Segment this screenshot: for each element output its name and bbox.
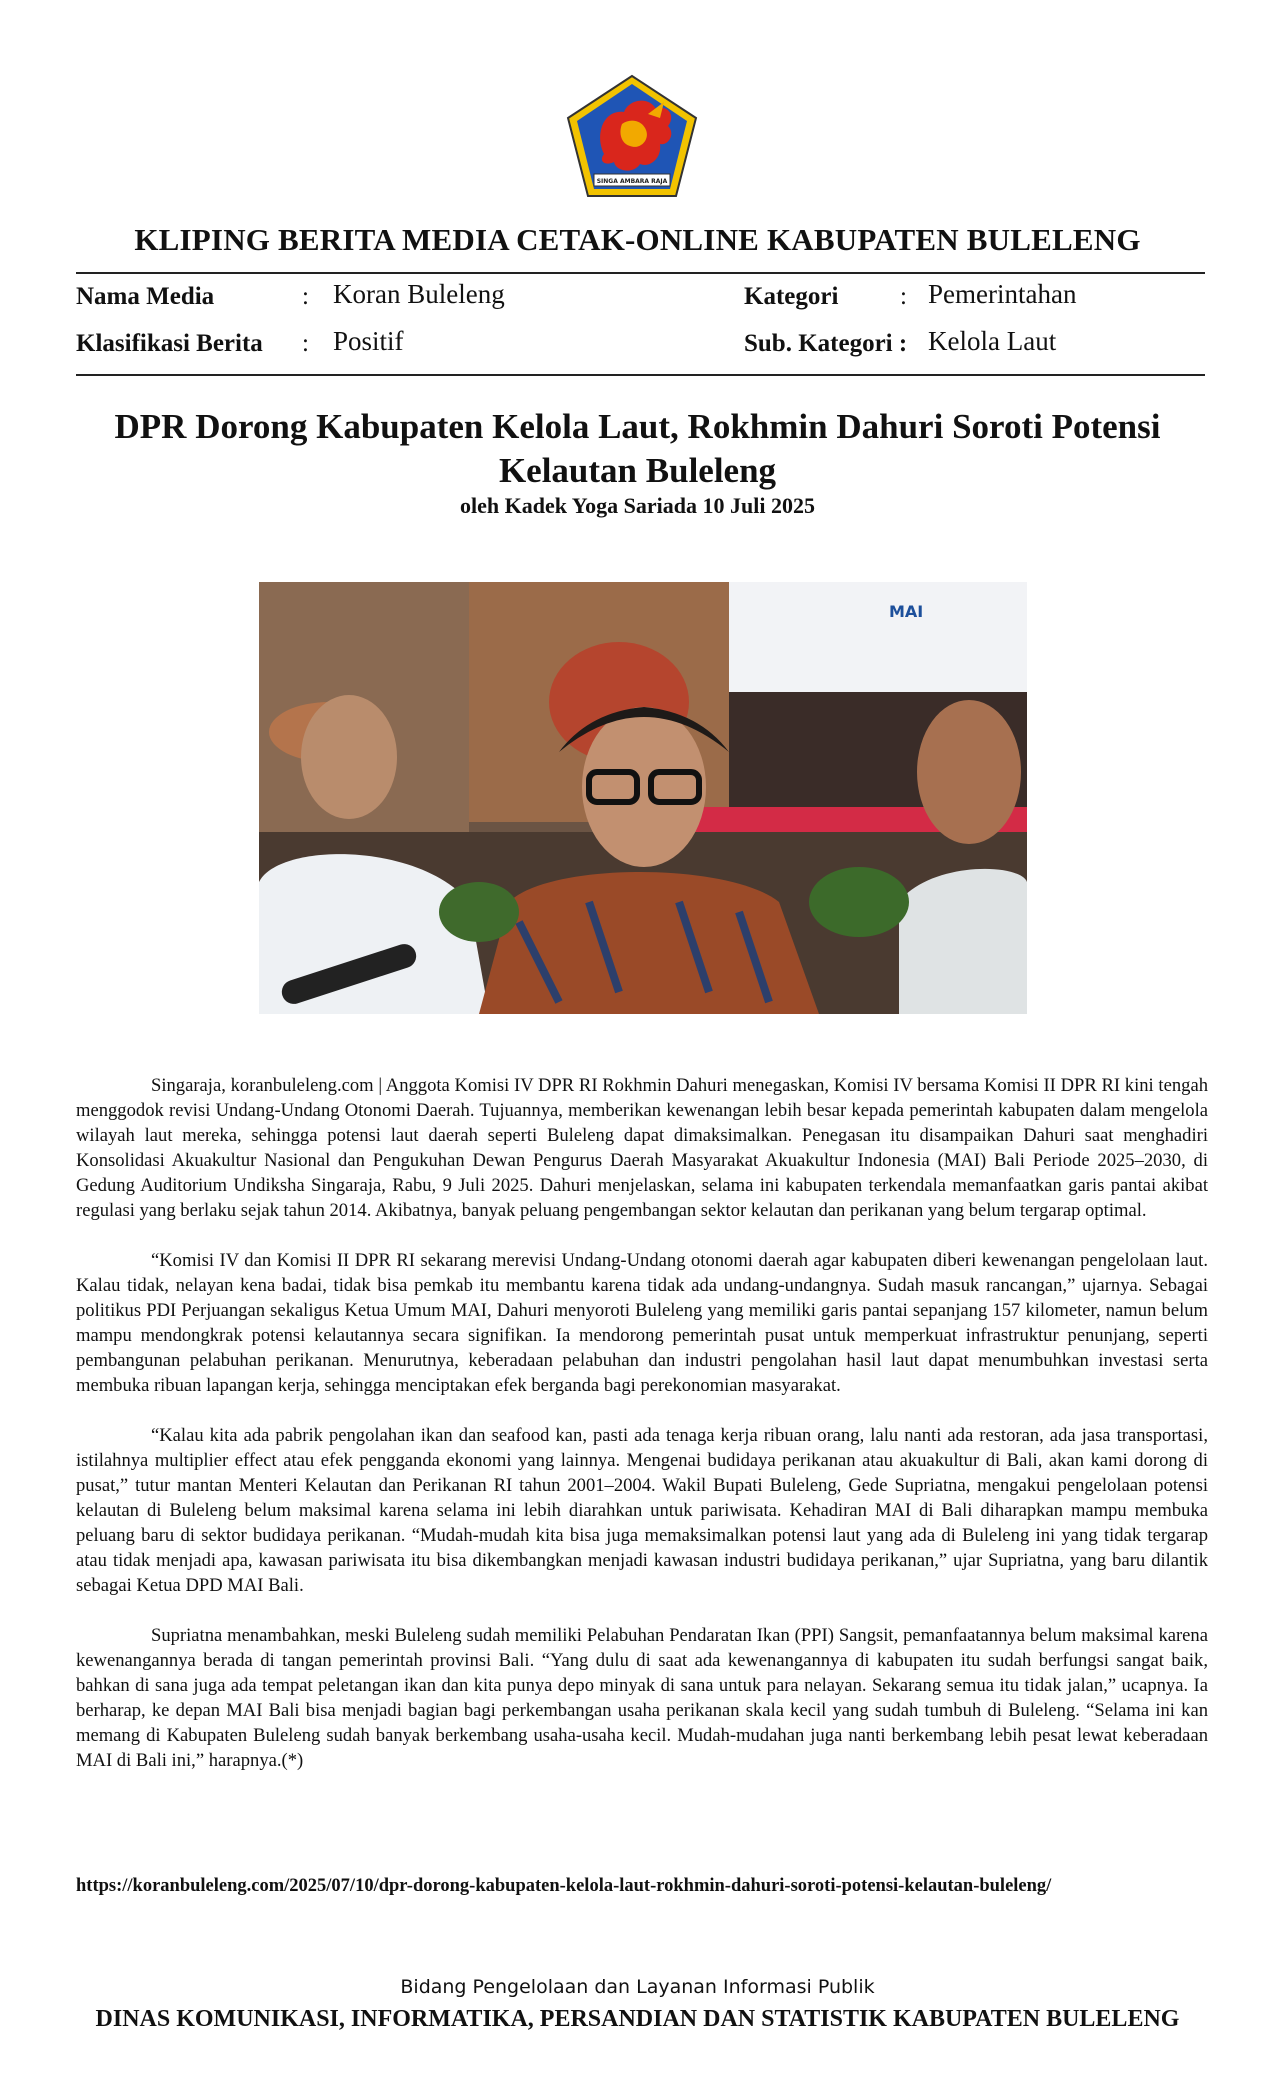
header-rule-top (76, 272, 1205, 274)
subcategory-label: Sub. Kategori : (744, 330, 908, 357)
classification-colon: : (302, 330, 309, 357)
classification-label: Klasifikasi Berita (76, 330, 263, 357)
footer-agency: DINAS KOMUNIKASI, INFORMATIKA, PERSANDIAN DAN STATISTIK KABUPATEN BULELENG (95, 2006, 1180, 2032)
source-url-link[interactable]: https://koranbuleleng.com/2025/07/10/dpr-dorong-kabupaten-kelola-laut-rokhmin-dahuri-soroti-potensi-kelautan-buleleng/ (76, 1876, 1052, 1896)
buleleng-regency-logo (564, 74, 700, 200)
logo-motto: SINGA AMBARA RAJA (596, 178, 668, 185)
news-photo (259, 582, 1027, 1014)
category-label: Kategori (744, 283, 839, 310)
category-colon: : (900, 283, 907, 310)
header-rule-bottom (76, 374, 1205, 376)
category-value: Pemerintahan (928, 279, 1077, 309)
article-byline: oleh Kadek Yoga Sariada 10 Juli 2025 (460, 493, 815, 518)
media-value: Koran Buleleng (333, 279, 505, 309)
article-paragraph-3: “Kalau kita ada pabrik pengolahan ikan dan seafood kan, pasti ada tenaga kerja ribuan orang, lalu nanti ada restoran, ada jasa transportasi, istilahnya multiplier effect atau efek pengganda ekonomi yang lainnya. Mengenai budidaya perikanan atau akuakultur di Bali, akan kami dorong di pusat,” tutur mantan Menteri Kelautan dan Perikanan RI tahun 2001–2004. Wakil Bupati Buleleng, Gede Supriatna, mengakui pengelolaan potensi kelautan di Buleleng belum maksimal karena selama ini lebih diarahkan untuk pariwisata. Kehadiran MAI di Bali diharapkan mampu membuka peluang baru di sektor budidaya perikanan. “Mudah-mudah kita bisa juga memaksimalkan potensi laut yang ada di Buleleng ini yang tidak tergarap atau tidak menjadi apa, kawasan pariwisata itu bisa dikembangkan menjadi kawasan industri budidaya perikanan,” ujar Supriatna, yang baru dilantik sebagai Ketua DPD MAI Bali. (76, 1425, 1208, 1596)
media-colon: : (302, 283, 309, 310)
document-title: KLIPING BERITA MEDIA CETAK-ONLINE KABUPATEN BULELENG (134, 222, 1141, 257)
media-label: Nama Media (76, 283, 215, 310)
classification-value: Positif (333, 326, 404, 356)
subcategory-value: Kelola Laut (928, 326, 1057, 356)
photo-screen-text: MAI (889, 602, 924, 621)
article-body (76, 1073, 1208, 1798)
article-paragraph-1: Singaraja, koranbuleleng.com | Anggota Komisi IV DPR RI Rokhmin Dahuri menegaskan, Komisi IV bersama Komisi II DPR RI kini tengah menggodok revisi Undang-Undang Otonomi Daerah. Tujuannya, memberikan kewenangan lebih besar kepada pemerintah kabupaten dalam mengelola wilayah laut mereka, sehingga potensi laut daerah seperti Buleleng dapat dimaksimalkan. Penegasan itu disampaikan Dahuri saat menghadiri Konsolidasi Akuakultur Nasional dan Pengukuhan Dewan Pengurus Daerah Masyarakat Akuakultur Indonesia (MAI) Bali Periode 2025–2030, di Gedung Auditorium Undiksha Singaraja, Rabu, 9 Juli 2025. Dahuri menjelaskan, selama ini kabupaten terkendala memanfaatkan garis pantai akibat regulasi yang berlaku sejak tahun 2014. Akibatnya, banyak peluang pengembangan sektor kelautan dan perikanan yang belum tergarap optimal. (76, 1075, 1208, 1221)
article-paragraph-2: “Komisi IV dan Komisi II DPR RI sekarang merevisi Undang-Undang otonomi daerah agar kabupaten diberi kewenangan pengelolaan laut. Kalau tidak, nelayan kena badai, tidak bisa pemkab itu membantu karena tidak ada undang-undangnya. Sudah masuk rancangan,” ujarnya. Sebagai politikus PDI Perjuangan sekaligus Ketua Umum MAI, Dahuri menyoroti Buleleng yang memiliki garis pantai sepanjang 157 kilometer, namun belum mampu mendongkrak potensi kelautannya secara signifikan. Ia mendorong pemerintah pusat untuk memperkuat infrastruktur penunjang, seperti pembangunan pelabuhan perikanan. Menurutnya, keberadaan pelabuhan dan industri pengolahan hasil laut dapat menumbuhkan investasi serta membuka ribuan lapangan kerja, sehingga menciptakan efek berganda bagi perekonomian masyarakat. (76, 1250, 1208, 1396)
article-paragraph-4: Supriatna menambahkan, meski Buleleng sudah memiliki Pelabuhan Pendaratan Ikan (PPI) Sangsit, pemanfaatannya belum maksimal karena kewenangannya berada di tangan pemerintah provinsi Bali. “Yang dulu di saat ada kewenangannya di kabupaten itu sudah berfungsi sangat baik, bahkan di sana juga ada tempat peletangan ikan dan kita punya depo minyak di sana untuk para nelayan. Sekarang semua itu tidak jalan,” ucapnya. Ia berharap, ke depan MAI Bali bisa menjadi bagian bagi perkembangan usaha perikanan skala kecil yang sudah tumbuh di Buleleng. “Selama ini kan memang di Kabupaten Buleleng sudah banyak berkembang usaha-usaha kecil. Mudah-mudahan juga nanti berkembang lebih pesat lewat keberadaan MAI di Bali ini,” harapnya.(*) (76, 1625, 1208, 1771)
article-headline: DPR Dorong Kabupaten Kelola Laut, Rokhmin Dahuri Soroti Potensi Kelautan Buleleng (114, 407, 1161, 490)
footer-division: Bidang Pengelolaan dan Layanan Informasi Publik (400, 1976, 875, 1998)
